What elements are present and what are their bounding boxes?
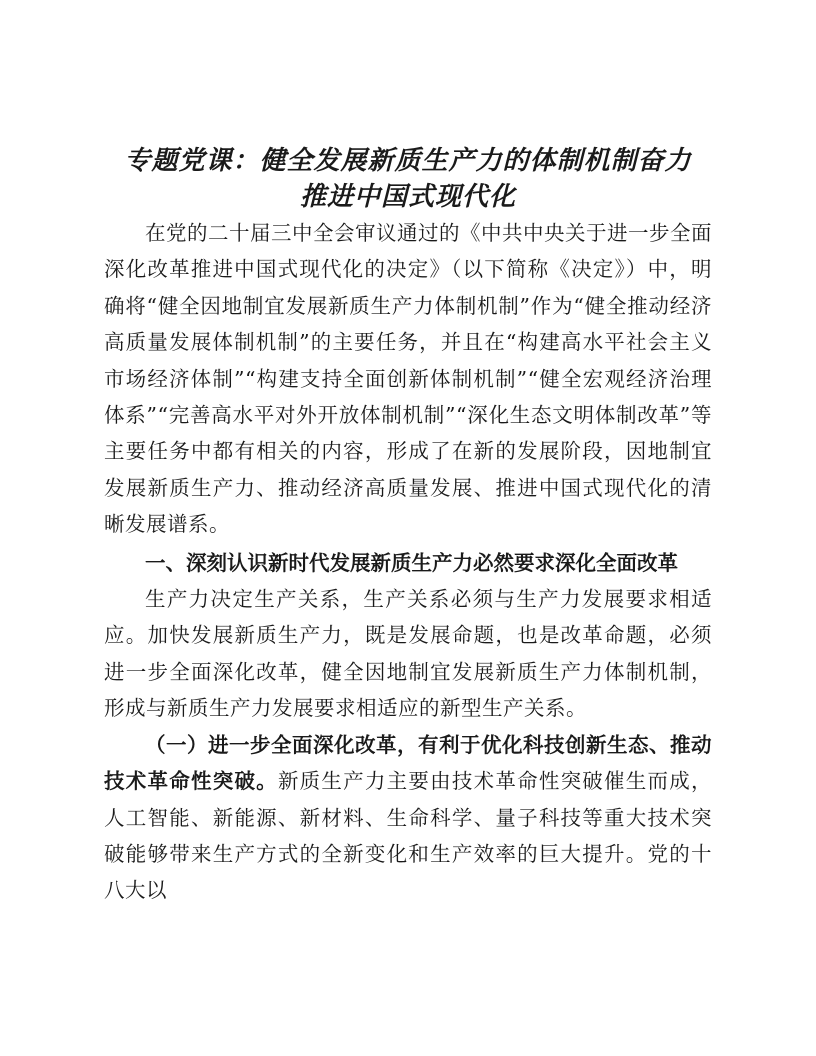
section-1-paragraph: 生产力决定生产关系，生产关系必须与生产力发展要求相适应。加快发展新质生产力，既是发展命题，也是改革命题，必须进一步全面深化改革，健全因地制宜发展新质生产力体制机制，形成与新质生产力发展要求相适应的新型生产关系。 — [104, 587, 712, 721]
section-1-heading: 一、深刻认识新时代发展新质生产力必然要求深化全面改革 — [145, 550, 678, 575]
title-line-1: 专题党课：健全发展新质生产力的体制机制奋力 — [124, 146, 692, 176]
intro-paragraph: 在党的二十届三中全会审议通过的《中共中央关于进一步全面深化改革推进中国式现代化的决定》（以下简称《决定》）中，明确将“健全因地制宜发展新质生产力体制机制”作为“健全推动经济高质量发展体制机制”的主要任务，并且在“构建高水平社会主义市场经济体制”“构建支持全面创新体制机制”“健全宏观经济治理体系”“完善高水平对外开放体制机制”“深化生态文明体制改革”等主要任务中都有相关的内容，形成了在新的发展阶段，因地制宜发展新质生产力、推动经济高质量发展、推进中国式现代化的清晰发展谱系。 — [104, 221, 712, 537]
document-title — [104, 143, 712, 215]
title-line-2: 推进中国式现代化 — [299, 182, 516, 212]
subsection-1-paragraph — [104, 727, 712, 909]
subsection-1-lead: （一）进一步全面深化改革，有利于优化科技创新生态、推动技术革命性突破。 — [104, 732, 712, 794]
subsection-1-body: 新质生产力主要由技术革命性突破催生而成，人工智能、新能源、新材料、生命科学、量子科技等重大技术突破能够带来生产方式的全新变化和生产效率的巨大提升。党的十八大以 — [104, 769, 713, 903]
